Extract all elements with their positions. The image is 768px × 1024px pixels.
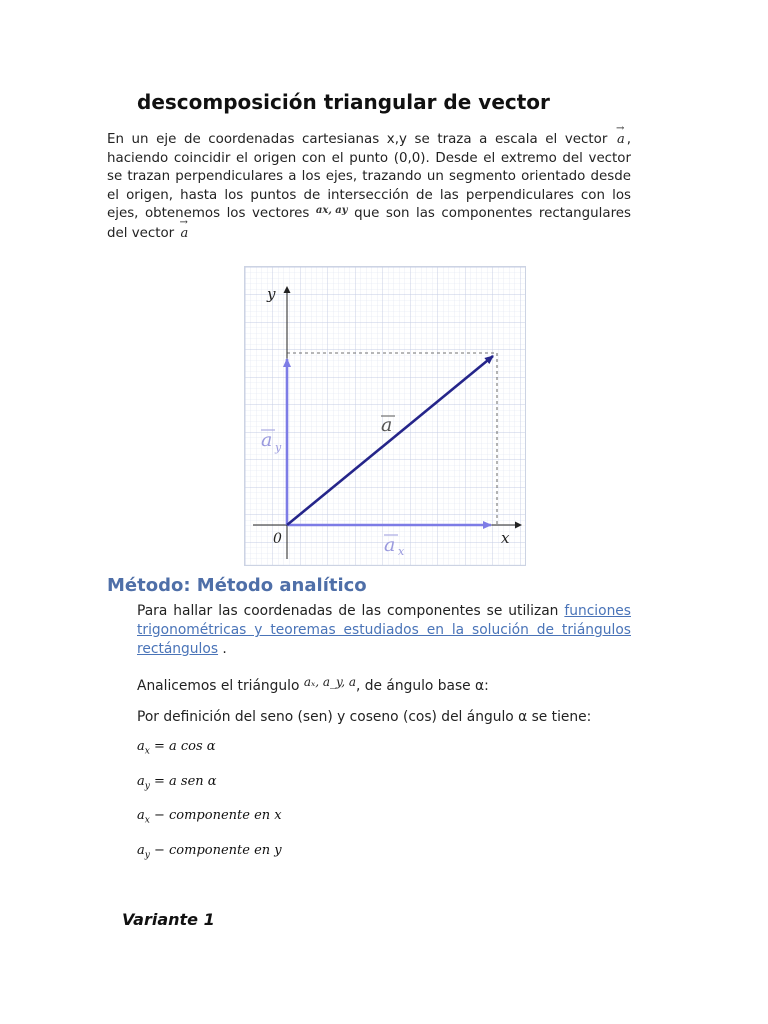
- origin-label: 0: [273, 531, 282, 547]
- formula-3-rhs: − componente en x: [149, 808, 282, 823]
- formula-ay-definition: [137, 843, 282, 861]
- formula-ax-definition: [137, 808, 282, 826]
- page-title: descomposición triangular de vector: [137, 90, 550, 114]
- method-paragraph-3: Por definición del seno (sen) y coseno (cos) del ángulo α se tiene:: [137, 709, 592, 725]
- vector-a-symbol-2: → a: [178, 225, 190, 244]
- component-ay-sub: y: [275, 441, 282, 454]
- vector-pair-symbol: ax, ay: [315, 205, 348, 217]
- formula-1-sub: x: [144, 746, 150, 757]
- vector-diagram: [244, 266, 526, 566]
- formula-2-lhs: a: [137, 774, 145, 789]
- method-heading: Método: Método analítico: [107, 575, 367, 596]
- intro-text-2: , haciendo coincidir el origen con el punto (0,0). Desde el extremo del vector se trazan perpendiculares a los ejes, trazando un segmento orientado desde el origen, hasta los puntos de intersección de las perpendiculares con los ejes, obtenemos los vectores: [107, 132, 631, 222]
- x-axis-label: x: [501, 529, 510, 547]
- formula-2-sub: y: [144, 781, 150, 792]
- intro-text-3: que son las componentes rectangulares del vector: [107, 206, 631, 241]
- formula-3-sub: x: [144, 815, 150, 826]
- method-p2-text: Analicemos el triángulo: [137, 678, 304, 694]
- formula-ax-cos: [137, 739, 216, 757]
- formula-4-rhs: − componente en y: [149, 843, 282, 858]
- triangle-math: aₓ, a_y, a: [303, 675, 356, 689]
- intro-paragraph: [107, 131, 631, 244]
- formula-1-rhs: = a cos α: [149, 739, 216, 754]
- component-ay-label: a: [261, 429, 273, 451]
- intro-text-1: En un eje de coordenadas cartesianas x,y se traza a escala el vector: [107, 132, 615, 147]
- formula-1-lhs: a: [137, 739, 145, 754]
- formula-4-lhs: a: [137, 843, 145, 858]
- formula-4-sub: y: [144, 850, 150, 861]
- method-p1-text: Para hallar las coordenadas de las componentes se utilizan: [137, 603, 565, 619]
- vector-a-label: a: [381, 414, 393, 436]
- variante-heading: Variante 1: [122, 910, 215, 929]
- formula-3-lhs: a: [137, 808, 145, 823]
- formula-2-rhs: = a sen α: [149, 774, 217, 789]
- component-ax-label: a: [384, 534, 396, 556]
- method-paragraph-2: [137, 677, 631, 696]
- component-ax-sub: x: [398, 545, 405, 558]
- formula-ay-sen: [137, 774, 217, 792]
- y-axis-label: y: [267, 285, 276, 303]
- vector-diagram-svg: [245, 267, 525, 565]
- method-p1-end: .: [218, 641, 227, 657]
- trig-functions-link[interactable]: funciones trigonométricas y teoremas estudiados en la solución de triángulos rectángulos: [137, 603, 631, 657]
- vector-a-symbol: → a: [615, 131, 627, 150]
- method-p2-end: , de ángulo base α:: [356, 678, 489, 694]
- method-paragraph-1: [137, 602, 631, 659]
